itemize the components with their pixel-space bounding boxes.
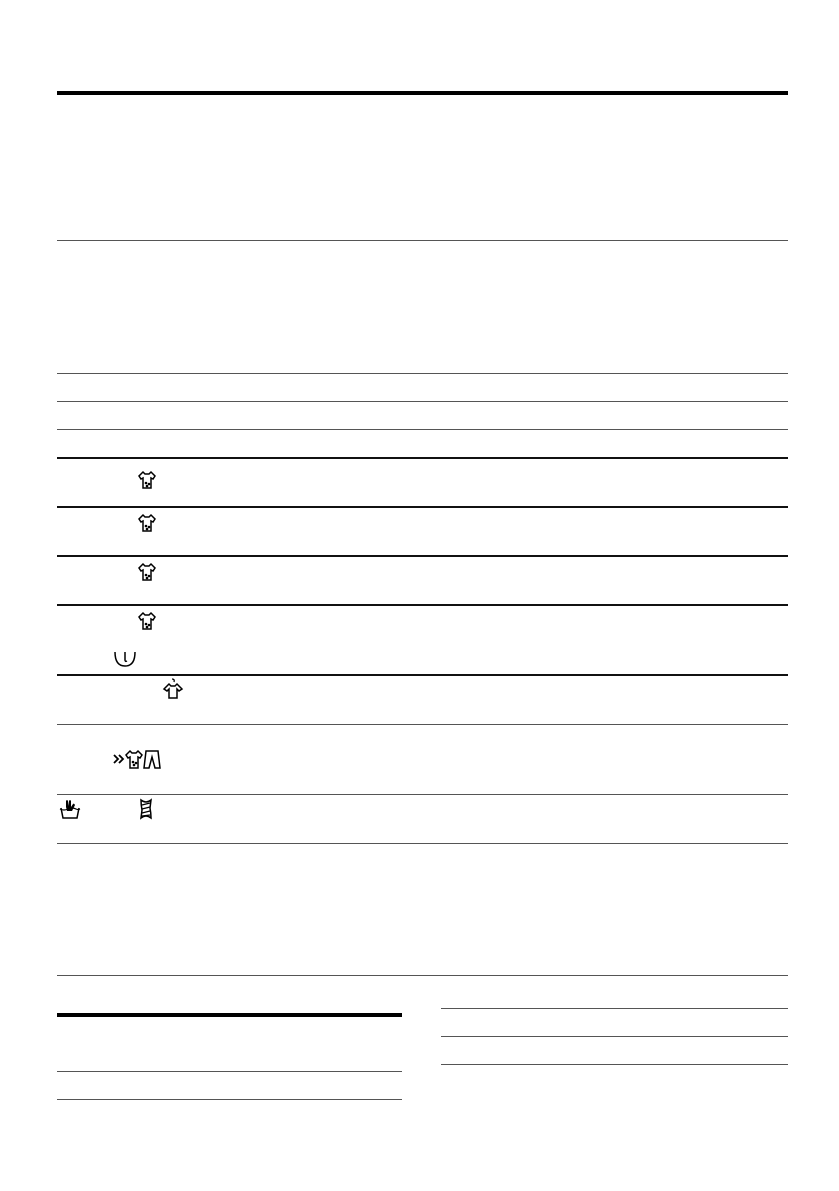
table-row-rule — [57, 457, 788, 459]
lower-left-row-rule — [57, 1099, 402, 1100]
shirt-hanger-icon — [162, 677, 184, 701]
table-row-rule — [57, 604, 788, 606]
lower-right-row-rule — [441, 1064, 788, 1065]
table-row-rule — [57, 506, 788, 508]
hand-wash-icon — [58, 798, 82, 822]
table-row-rule — [57, 794, 788, 795]
wash-basin-icon — [112, 649, 138, 669]
table-row-rule — [57, 373, 788, 374]
table-row-rule — [57, 843, 788, 844]
shirt-with-stain-icon — [137, 562, 157, 582]
table-bottom-rule — [57, 975, 788, 976]
wool-skein-icon — [137, 798, 155, 820]
shirt-with-stain-icon — [137, 611, 157, 631]
table-header-rule — [57, 240, 788, 241]
shirt-with-stain-icon — [137, 470, 157, 490]
shirt-with-stain-icon — [137, 513, 157, 533]
section-top-rule — [57, 91, 788, 95]
table-row-rule — [57, 401, 788, 402]
table-row-rule — [57, 724, 788, 725]
speed-shirt-trousers-icon — [112, 748, 162, 770]
table-row-rule — [57, 674, 788, 676]
lower-left-row-rule — [57, 1071, 402, 1072]
lower-right-row-rule — [441, 1008, 788, 1009]
table-row-rule — [57, 555, 788, 557]
lower-right-row-rule — [441, 1036, 788, 1037]
lower-left-top-rule — [57, 1013, 402, 1017]
table-row-rule — [57, 429, 788, 430]
